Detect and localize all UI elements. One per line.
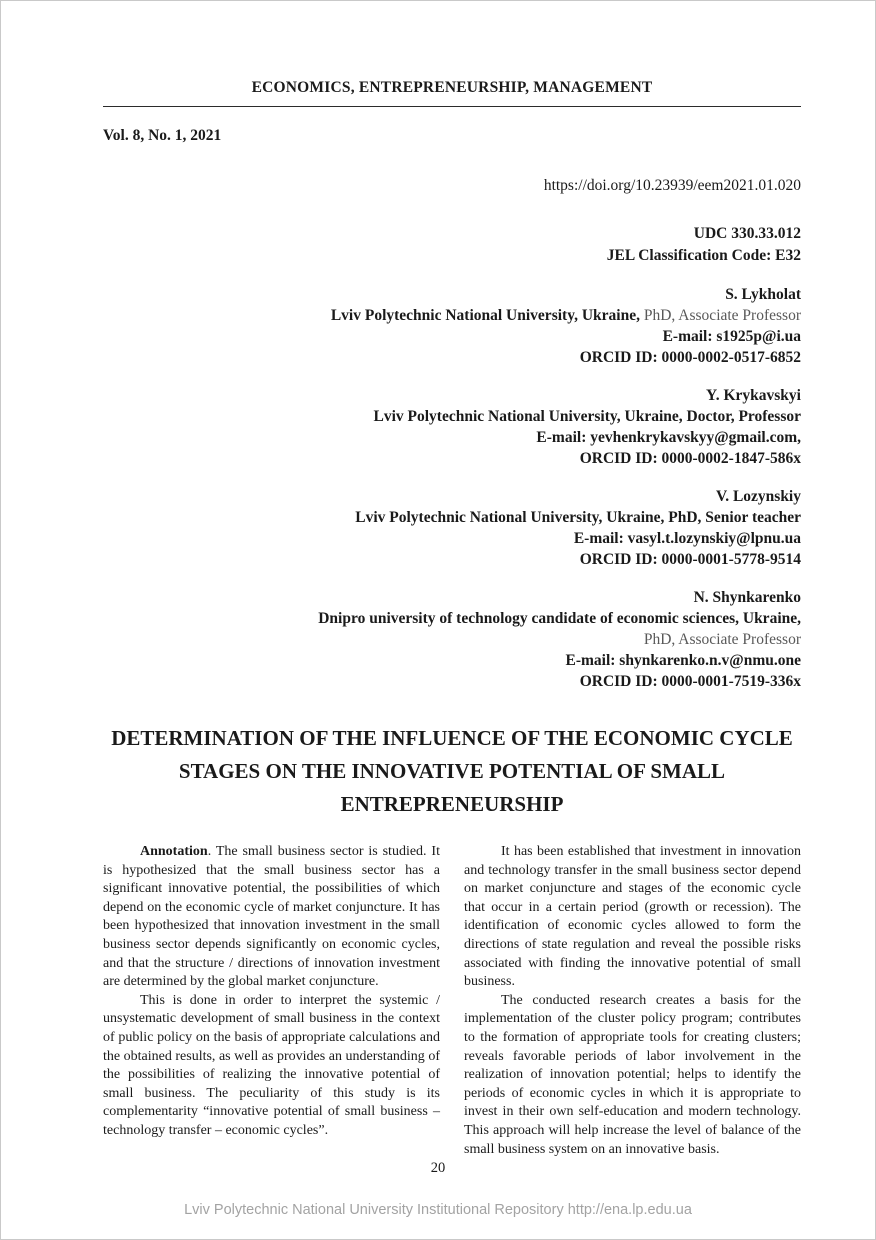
paragraph-text: This is done in order to interpret the systemic / unsystematic development of small business in the context of public policy on the basis of appropriate calculations and the obtained results, as well as provides an understanding of the possibilities of realizing the innovative potential of small business. The peculiarity of this study is its complementarity “innovative potential of small business – technology transfer – economic cycles”. bbox=[103, 992, 440, 1138]
author-block bbox=[103, 385, 801, 469]
paragraph-text: . The small business sector is studied. It is hypothesized that the small business sector has a significant innovative potential, the possibilities of which depend on the economic cycle of market conjuncture. It has been hypothesized that innovation investment in the small business sector depends significantly on economic cycles, and that the structure / directions of innovation investment are determined by the global market conjuncture. bbox=[103, 844, 440, 990]
udc-code: UDC 330.33.012 bbox=[693, 225, 801, 242]
author-affiliation: Lviv Polytechnic National University, Ukraine, Doctor, Professor bbox=[373, 408, 801, 425]
paragraph bbox=[464, 843, 801, 992]
author-name: V. Lozynskiy bbox=[716, 488, 801, 505]
author-block bbox=[103, 284, 801, 368]
author-block bbox=[103, 587, 801, 692]
author-affiliation: Dnipro university of technology candidate of economic sciences, Ukraine, bbox=[318, 610, 801, 627]
doi-link[interactable]: https://doi.org/10.23939/eem2021.01.020 bbox=[543, 177, 801, 194]
author-orcid: ORCID ID: 0000-0001-5778-9514 bbox=[579, 551, 801, 568]
paper-title bbox=[103, 722, 801, 821]
author-email[interactable]: E-mail: yevhenkrykavskyy@gmail.com, bbox=[536, 429, 801, 446]
annotation-label: Annotation bbox=[140, 844, 208, 859]
paper-title-line: DETERMINATION OF THE INFLUENCE OF THE ECONOMIC CYCLE bbox=[111, 726, 793, 750]
page-content bbox=[1, 1, 875, 1159]
author-affiliation-line2: PhD, Associate Professor bbox=[643, 631, 801, 648]
page-number: 20 bbox=[430, 1160, 446, 1176]
author-orcid: ORCID ID: 0000-0001-7519-336x bbox=[579, 673, 801, 690]
paragraph-text: The conducted research creates a basis for the implementation of the cluster policy program; contributes to the formation of appropriate tools for creating clusters; reveals favorable periods of labor involvement in the realization of innovation potential; helps to identify the periods of economic cycles in which it is appropriate to invest in their own self-education and modern technology. This approach will help increase the level of balance of the small business system on an innovative basis. bbox=[464, 992, 801, 1157]
author-name: S. Lykholat bbox=[725, 286, 801, 303]
author-affiliation: Lviv Polytechnic National University, Ukraine, PhD, Associate Professor bbox=[330, 307, 801, 324]
author-affiliation: Lviv Polytechnic National University, Ukraine, PhD, Senior teacher bbox=[355, 509, 801, 526]
paper-title-line: STAGES ON THE INNOVATIVE POTENTIAL OF SMALL bbox=[178, 759, 726, 783]
author-email[interactable]: E-mail: vasyl.t.lozynskiy@lpnu.ua bbox=[573, 530, 801, 547]
author-email[interactable]: E-mail: s1925p@i.ua bbox=[662, 328, 801, 345]
article-body bbox=[103, 843, 801, 1159]
annotation-paragraph bbox=[103, 843, 440, 992]
journal-title: ECONOMICS, ENTREPRENEURSHIP, MANAGEMENT bbox=[251, 79, 653, 96]
paragraph bbox=[103, 992, 440, 1141]
paper-title-line: ENTREPRENEURSHIP bbox=[340, 792, 564, 816]
journal-header bbox=[103, 79, 801, 107]
author-orcid: ORCID ID: 0000-0002-1847-586x bbox=[579, 450, 801, 467]
author-orcid: ORCID ID: 0000-0002-0517-6852 bbox=[579, 349, 801, 366]
paragraph-text: It has been established that investment in innovation and technology transfer in the small business sector depend on market conjuncture and stages of the economic cycle that occur in a certain period (growth or recession). The identification of economic cycles allowed to form the directions of state regulation and reveal the possible risks associated with finding the innovative potential of small business. bbox=[464, 844, 801, 990]
author-name: N. Shynkarenko bbox=[693, 589, 801, 606]
volume-issue: Vol. 8, No. 1, 2021 bbox=[103, 127, 222, 144]
text-column-right bbox=[464, 843, 801, 1159]
author-block bbox=[103, 486, 801, 570]
repository-footer-link[interactable]: Lviv Polytechnic National University Institutional Repository http://ena.lp.edu.ua bbox=[184, 1202, 692, 1218]
text-column-left bbox=[103, 843, 440, 1159]
author-name: Y. Krykavskyi bbox=[705, 387, 801, 404]
classification-codes bbox=[103, 223, 801, 267]
author-email[interactable]: E-mail: shynkarenko.n.v@nmu.one bbox=[565, 652, 801, 669]
paragraph bbox=[464, 992, 801, 1159]
jel-code: JEL Classification Code: E32 bbox=[606, 247, 801, 264]
